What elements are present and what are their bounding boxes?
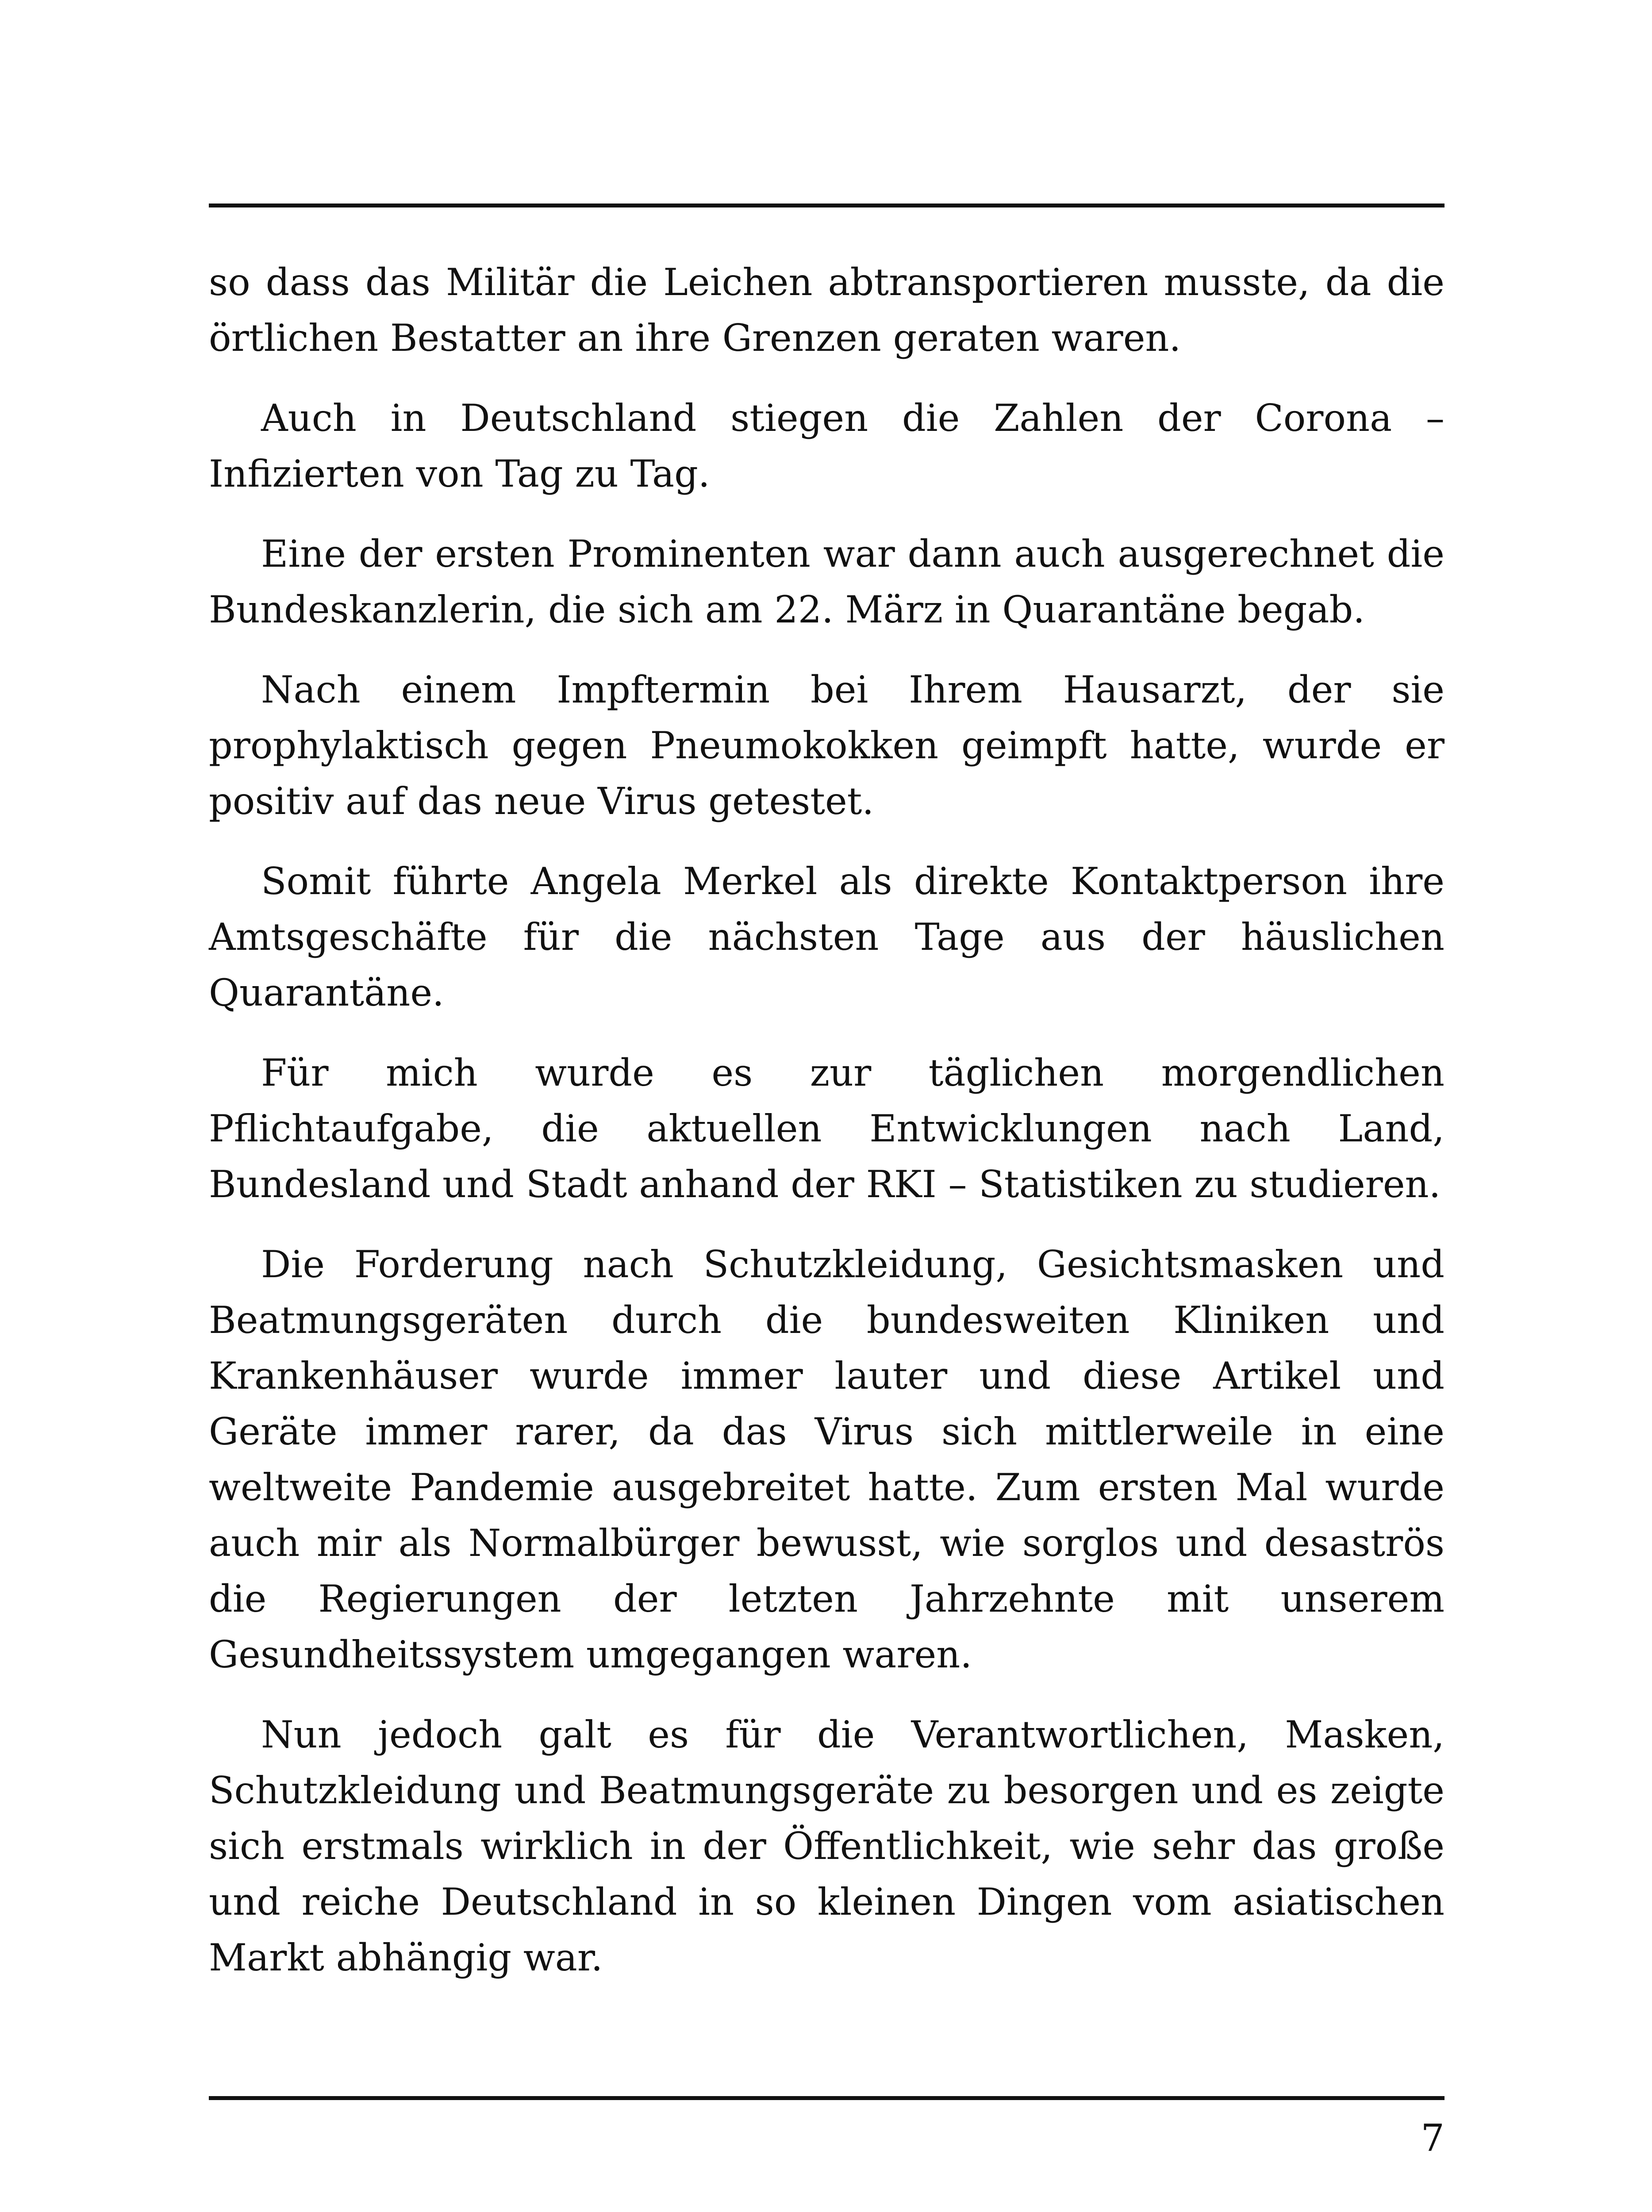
page-number: 7 <box>1421 2116 1445 2160</box>
paragraph-4: Nach einem Impftermin bei Ihrem Hausarzt, der sie prophylaktisch gegen Pneumokokken geimpft hatte, wurde er positiv auf das neue Virus getestet. <box>209 668 1445 823</box>
paragraph-8: Nun jedoch galt es für die Verantwortlichen, Masken, Schutzkleidung und Beatmungsgeräte zu besorgen und es zeigte sich erstmals wirklich in der Öffentlichkeit, wie sehr das große und reiche Deutschland in so kleinen Dingen vom asiatischen Markt abhängig war. <box>209 1713 1445 1979</box>
paragraph-5: Somit führte Angela Merkel als direkte Kontaktperson ihre Amtsgeschäfte für die nächsten Tage aus der häuslichen Quarantäne. <box>209 860 1445 1014</box>
paragraph-6: Für mich wurde es zur täglichen morgendlichen Pflichtaufgabe, die aktuellen Entwicklungen nach Land, Bundesland und Stadt anhand der RKI – Statistiken zu studieren. <box>209 1051 1445 1206</box>
footer-rule <box>209 2096 1445 2100</box>
header-rule <box>209 204 1445 207</box>
paragraph-3: Eine der ersten Prominenten war dann auch ausgerechnet die Bundeskanzlerin, die sich am 22. März in Quarantäne begab. <box>209 532 1445 631</box>
paragraph-7: Die Forderung nach Schutzkleidung, Gesichtsmasken und Beatmungsgeräten durch die bundesweiten Kliniken und Krankenhäuser wurde immer lauter und diese Artikel und Geräte immer rarer, da das Virus sich mittlerweile in eine weltweite Pandemie ausgebreitet hatte. Zum ersten Mal wurde auch mir als Normalbürger bewusst, wie sorglos und desaströs die Regierungen der letzten Jahrzehnte mit unserem Gesundheitssystem umgegangen waren. <box>209 1243 1445 1676</box>
paragraph-1: so dass das Militär die Leichen abtransportieren musste, da die örtlichen Bestatter an ihre Grenzen geraten waren. <box>209 261 1445 360</box>
body-text <box>209 254 1445 2010</box>
paragraph-2: Auch in Deutschland stiegen die Zahlen der Corona – Infizierten von Tag zu Tag. <box>209 396 1445 495</box>
